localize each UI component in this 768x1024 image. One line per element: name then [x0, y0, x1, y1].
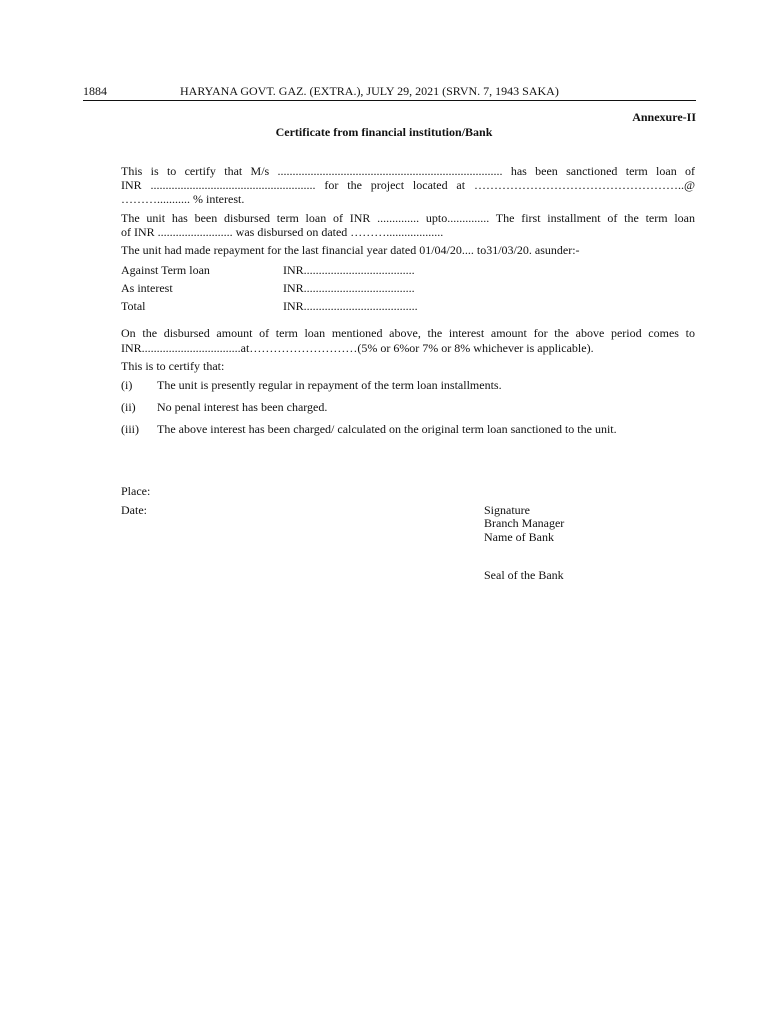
row-value: INR......................................: [283, 299, 418, 313]
para3-line2: INR.................................at………………………(5% or 6%or 7% or 8% whichever is applicable).: [121, 341, 594, 355]
row-value: INR.....................................: [283, 281, 415, 295]
para2-line2: of INR ......................... was disbursed on dated ………...................: [121, 225, 444, 239]
item-text: The above interest has been charged/ calculated on the original term loan sanctioned to the unit.: [157, 422, 617, 436]
bank-name-label: Name of Bank: [484, 530, 554, 544]
branch-manager-label: Branch Manager: [484, 516, 565, 530]
item-number: (iii): [121, 422, 139, 436]
item-number: (i): [121, 378, 133, 392]
row-value: INR.....................................: [283, 263, 415, 277]
row-label: Total: [121, 299, 146, 313]
annexure-label: Annexure-II: [632, 110, 696, 124]
certify-intro: This is to certify that:: [121, 359, 225, 373]
certificate-title: Certificate from financial institution/Bank: [275, 125, 493, 139]
signature-label: Signature: [484, 503, 530, 517]
para3-line1: On the disbursed amount of term loan mentioned above, the interest amount for the above period comes to: [121, 326, 695, 340]
item-text: The unit is presently regular in repayment of the term loan installments.: [157, 378, 502, 392]
para1-line1: This is to certify that M/s ........................................................................... has been sanctioned term loan of: [121, 164, 695, 178]
date-label: Date:: [121, 503, 147, 517]
page-header: [83, 84, 696, 101]
para1-line2: INR ....................................................... for the project located at ……………………………………………..@: [121, 178, 695, 192]
repayment-statement: The unit had made repayment for the last financial year dated 01/04/20.... to31/03/20. asunder:-: [121, 243, 580, 257]
place-label: Place:: [121, 484, 151, 498]
item-text: No penal interest has been charged.: [157, 400, 328, 414]
para1-line3: ………........... % interest.: [121, 192, 245, 206]
para2-line1: The unit has been disbursed term loan of INR .............. upto.............. The first installment of the term loan: [121, 211, 695, 225]
page-number: 1884: [83, 84, 107, 98]
item-number: (ii): [121, 400, 136, 414]
row-label: As interest: [121, 281, 173, 295]
bank-seal-label: Seal of the Bank: [484, 568, 564, 582]
row-label: Against Term loan: [121, 263, 210, 277]
gazette-title: HARYANA GOVT. GAZ. (EXTRA.), JULY 29, 2021 (SRVN. 7, 1943 SAKA): [180, 84, 559, 98]
header-divider: [83, 100, 696, 101]
